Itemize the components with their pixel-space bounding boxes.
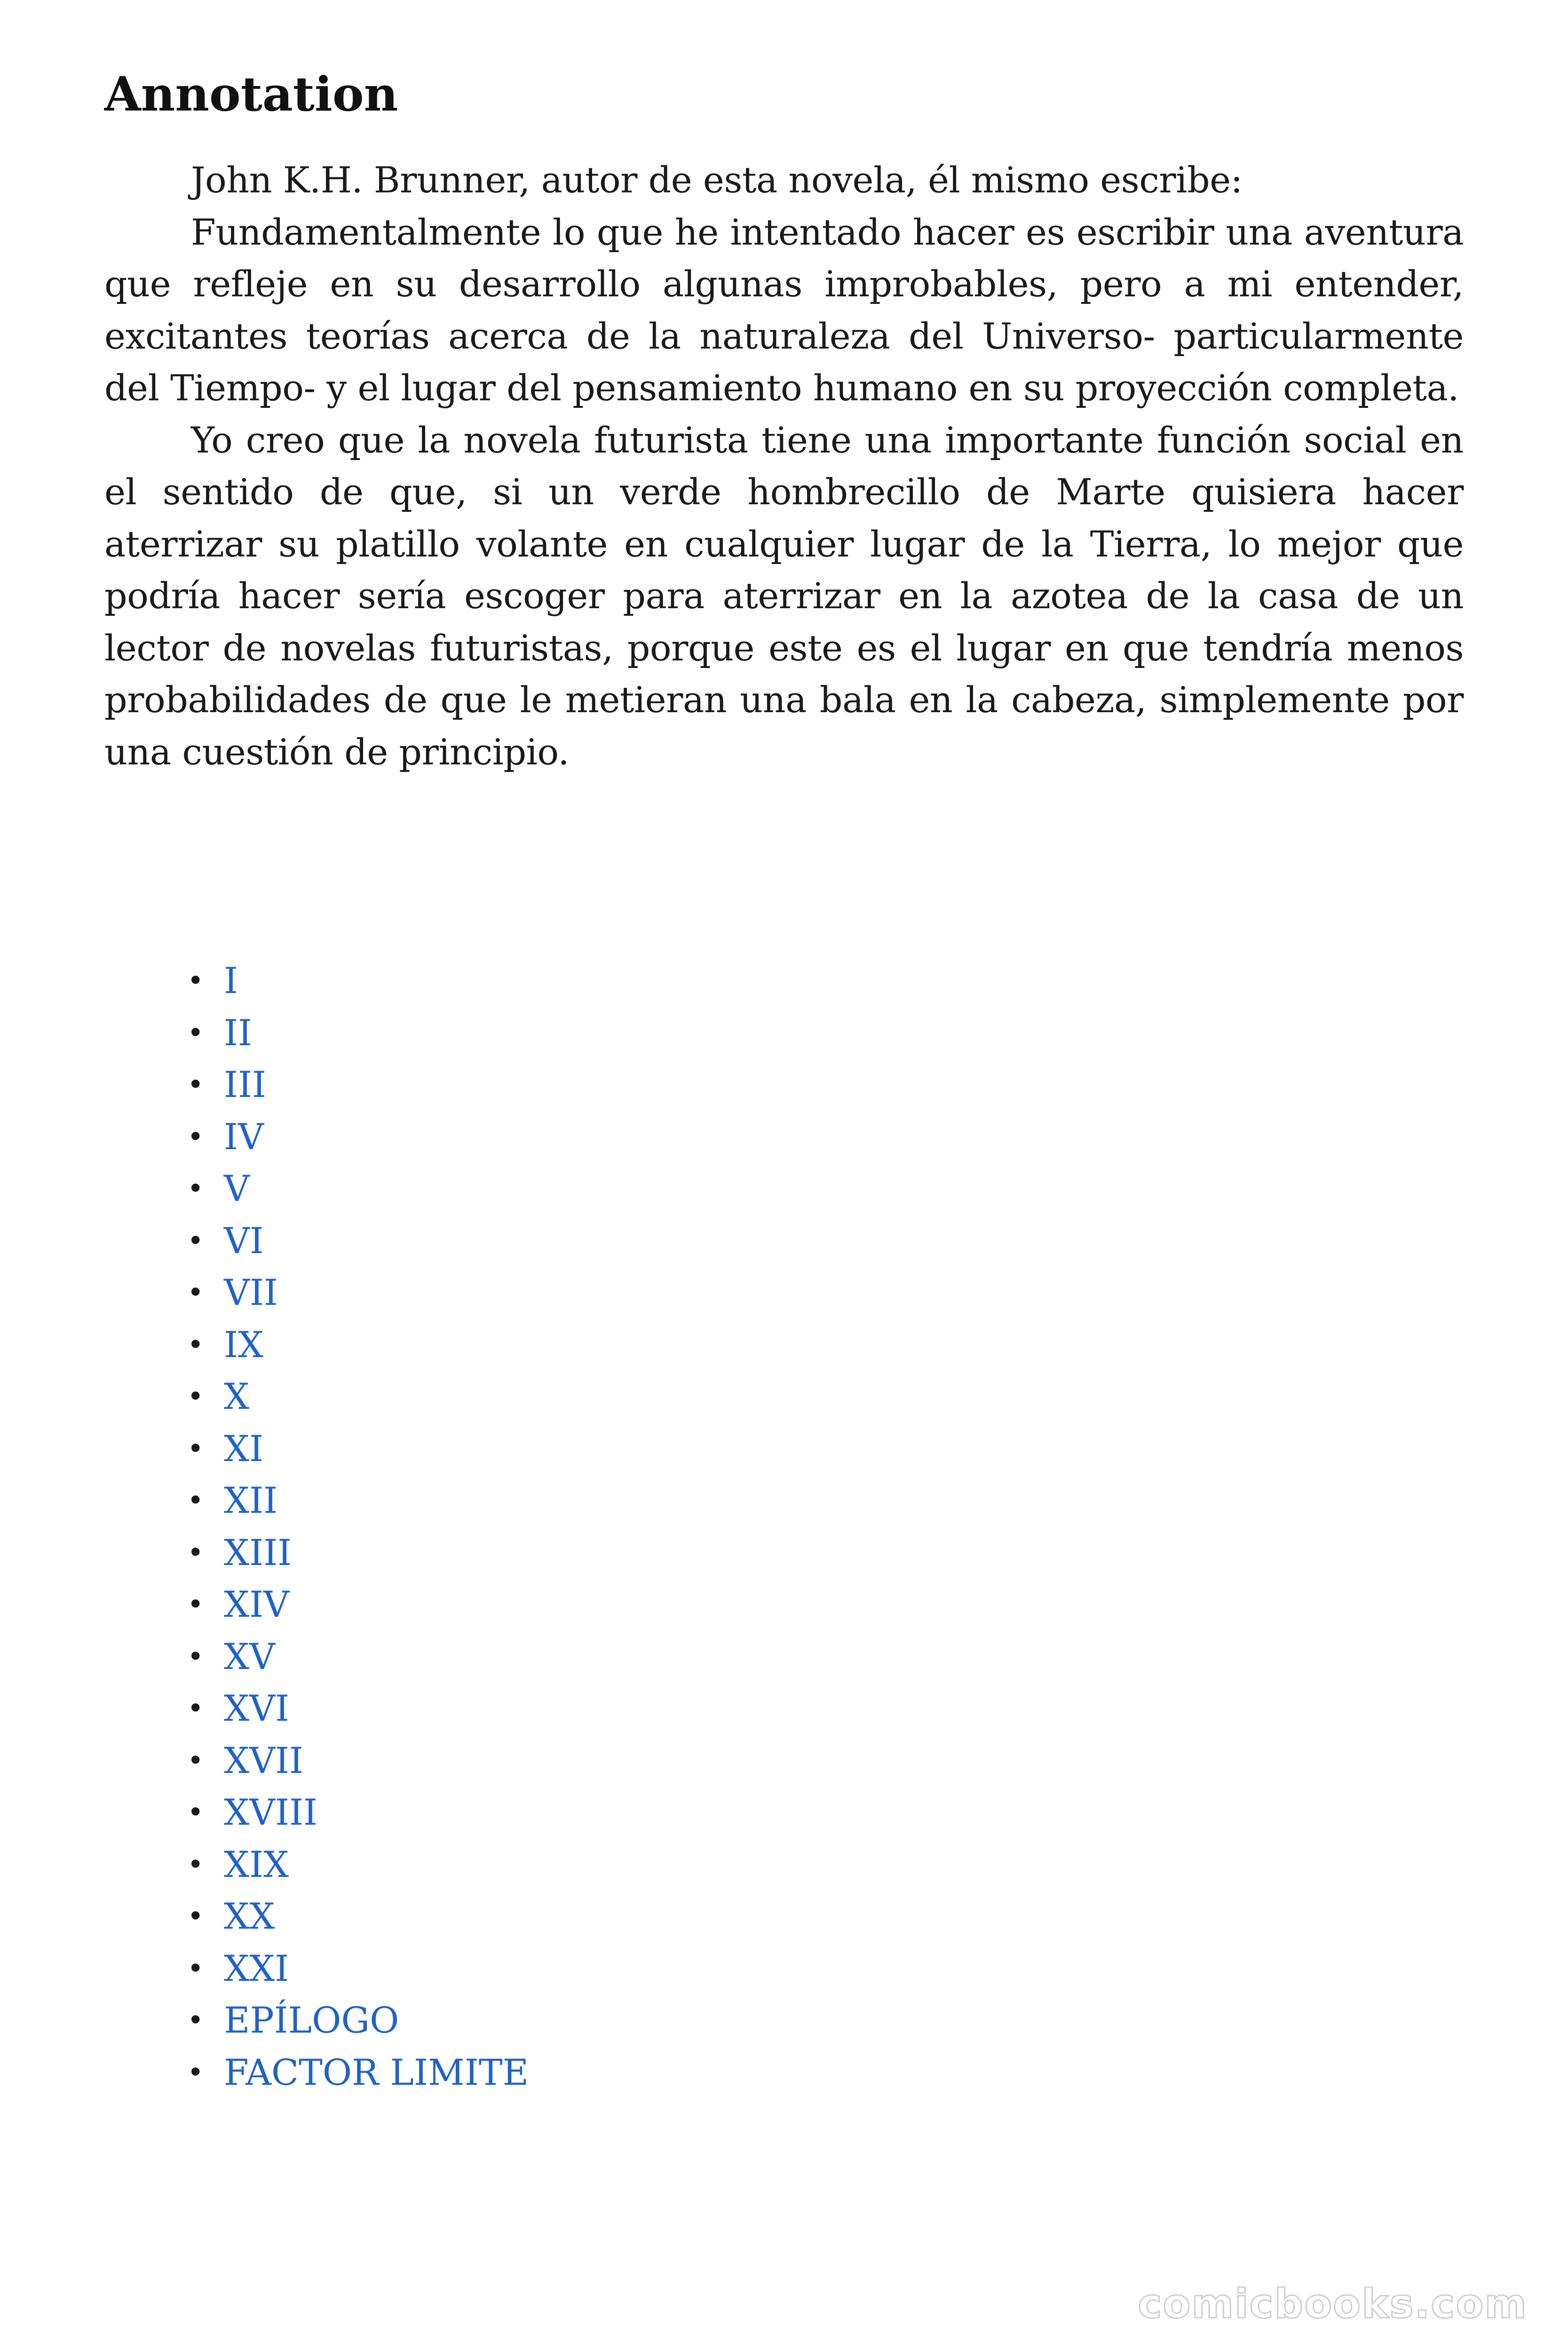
bullet-icon: • xyxy=(187,1484,204,1517)
bullet-icon: • xyxy=(187,1380,204,1413)
bullet-icon: • xyxy=(187,1640,204,1673)
chapter-list-item xyxy=(184,1891,529,1943)
chapter-link[interactable]: IV xyxy=(224,1115,264,1158)
bullet-icon: • xyxy=(187,2056,204,2089)
bullet-icon: • xyxy=(187,1900,204,1933)
chapter-list xyxy=(184,955,529,2098)
bullet-icon: • xyxy=(187,1692,204,1725)
chapter-link[interactable]: XII xyxy=(224,1479,278,1521)
chapter-link[interactable]: XVIII xyxy=(224,1791,318,1833)
chapter-list-item xyxy=(184,1267,529,1319)
bullet-icon: • xyxy=(187,2004,204,2037)
bullet-icon: • xyxy=(187,1172,204,1205)
chapter-link[interactable]: FACTOR LIMITE xyxy=(224,2051,529,2093)
document-page xyxy=(104,56,1464,2093)
chapter-list-item xyxy=(184,1059,529,1111)
chapter-list-item xyxy=(184,1111,529,1163)
chapter-link[interactable]: XIX xyxy=(224,1843,289,1885)
chapter-list-item xyxy=(184,1994,529,2047)
chapter-list-item xyxy=(184,1423,529,1475)
bullet-icon: • xyxy=(187,1744,204,1777)
annotation-text xyxy=(104,154,1464,778)
chapter-list-item xyxy=(184,1839,529,1891)
chapter-link[interactable]: XV xyxy=(224,1635,275,1677)
chapter-list-item xyxy=(184,1319,529,1371)
page-title: Annotation xyxy=(104,66,398,122)
chapter-list-item xyxy=(184,2047,529,2099)
chapter-list-item xyxy=(184,1371,529,1423)
bullet-icon: • xyxy=(187,1016,204,1049)
bullet-icon: • xyxy=(187,1588,204,1621)
bullet-icon: • xyxy=(187,1796,204,1829)
bullet-icon: • xyxy=(187,1328,204,1361)
chapter-list-item xyxy=(184,1163,529,1215)
watermark-logo: comicbooks.com xyxy=(1138,2280,1528,2328)
chapter-list-item xyxy=(184,1683,529,1735)
chapter-link[interactable]: EPÍLOGO xyxy=(224,1999,399,2041)
chapter-list-item xyxy=(184,1943,529,1995)
bullet-icon: • xyxy=(187,964,204,997)
chapter-list-item xyxy=(184,955,529,1007)
chapter-link[interactable]: III xyxy=(224,1064,267,1105)
annotation-paragraph: Yo creo que la novela futurista tiene una importante función social en el sentido de que, si un verde hombrecillo de Marte quisiera hacer aterrizar su platillo volante en cualquier lugar de la Tierra, lo mejor que podría hacer sería escoger para aterrizar en la azotea de la casa de un lector de novelas futuristas, porque este es el lugar en que tendría menos probabilidades de que le metieran una bala en la cabeza, simplemente por una cuestión de principio. xyxy=(104,419,1464,773)
chapter-list-item xyxy=(184,1475,529,1527)
bullet-icon: • xyxy=(187,1536,204,1569)
bullet-icon: • xyxy=(187,1068,204,1101)
chapter-list-item xyxy=(184,1007,529,1059)
chapter-list-item xyxy=(184,1787,529,1839)
chapter-link[interactable]: I xyxy=(224,960,238,1001)
chapter-link[interactable]: XVI xyxy=(224,1687,290,1729)
bullet-icon: • xyxy=(187,1432,204,1465)
chapter-link[interactable]: VI xyxy=(224,1219,264,1262)
chapter-link[interactable]: IX xyxy=(224,1323,264,1366)
chapter-link[interactable]: XX xyxy=(224,1895,275,1937)
bullet-icon: • xyxy=(187,1952,204,1985)
chapter-link[interactable]: VII xyxy=(224,1271,278,1313)
chapter-list-item xyxy=(184,1735,529,1787)
chapter-link[interactable]: V xyxy=(224,1168,250,1209)
chapter-link[interactable]: XI xyxy=(224,1427,264,1470)
bullet-icon: • xyxy=(187,1276,204,1309)
annotation-paragraph: John K.H. Brunner, autor de esta novela, él mismo escribe: xyxy=(191,159,1243,201)
chapter-link[interactable]: X xyxy=(224,1375,250,1417)
bullet-icon: • xyxy=(187,1120,204,1153)
chapter-link[interactable]: XIV xyxy=(224,1583,290,1625)
chapter-link[interactable]: XXI xyxy=(224,1947,289,1989)
chapter-list-item xyxy=(184,1527,529,1579)
chapter-link[interactable]: XIII xyxy=(224,1531,292,1573)
chapter-list-item xyxy=(184,1579,529,1631)
chapter-list-item xyxy=(184,1215,529,1267)
chapter-list-item xyxy=(184,1631,529,1683)
bullet-icon: • xyxy=(187,1224,204,1257)
chapter-link[interactable]: II xyxy=(224,1011,253,1054)
annotation-paragraph: Fundamentalmente lo que he intentado hacer es escribir una aventura que refleje en su desarrollo algunas improbables, pero a mi entender, excitantes teorías acerca de la naturaleza del Universo- particularmente del Tiempo- y el lugar del pensamiento humano en su proyección completa. xyxy=(104,211,1464,409)
chapter-link[interactable]: XVII xyxy=(224,1739,304,1781)
bullet-icon: • xyxy=(187,1848,204,1881)
